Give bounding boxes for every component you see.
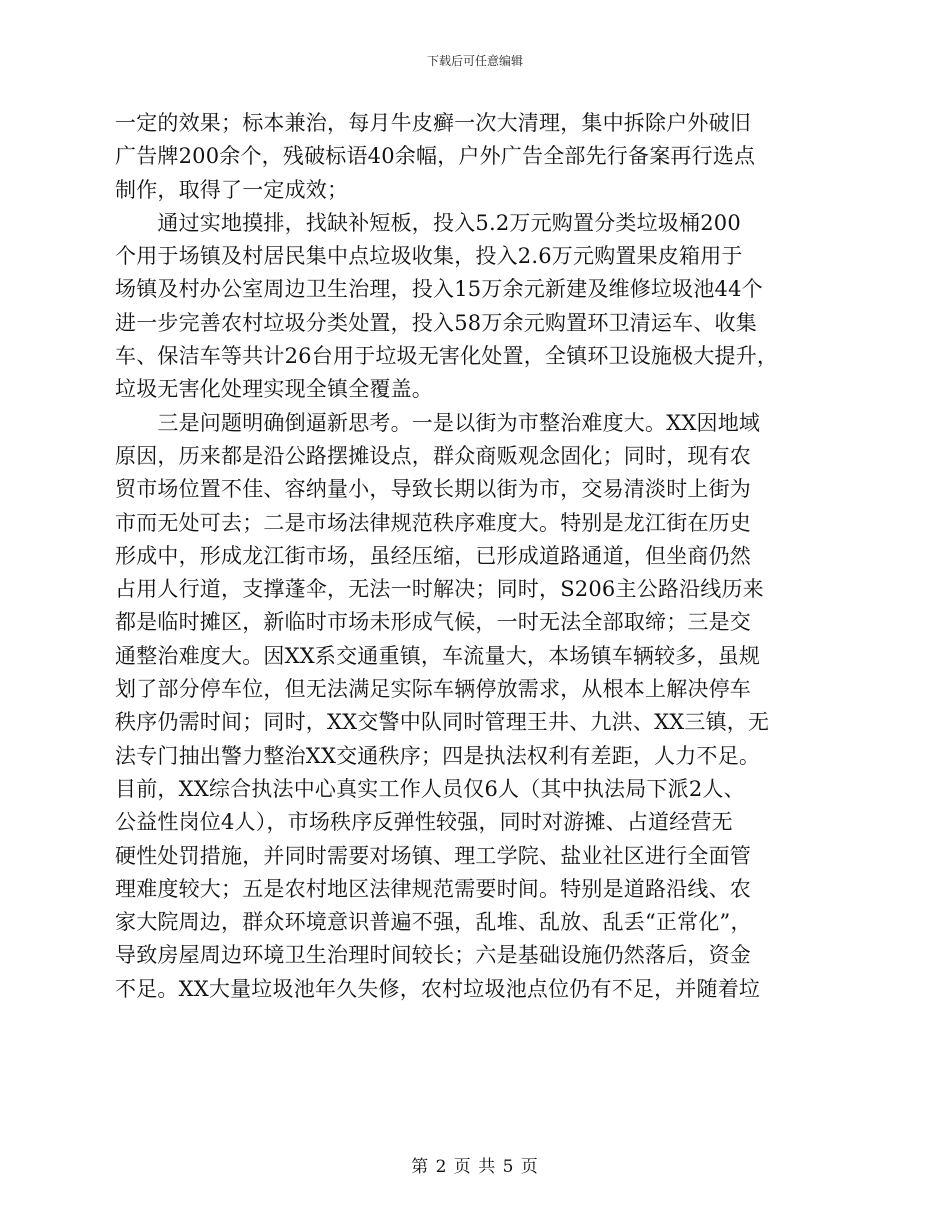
body-line: 通整治难度大。因XX系交通重镇，车流量大，本场镇车辆较多，虽规 (115, 643, 761, 668)
body-line: 进一步完善农村垃圾分类处置，投入58万余元购置环卫清运车、收集 (115, 310, 757, 335)
body-line: 场镇及村办公室周边卫生治理，投入15万余元新建及维修垃圾池44个 (115, 277, 763, 302)
body-line: 垃圾无害化处理实现全镇全覆盖。 (115, 377, 433, 402)
body-line: 占用人行道，支撑蓬伞，无法一时解决；同时，S206主公路沿线历来 (115, 577, 764, 602)
page-header: 下载后可任意编辑 (426, 54, 523, 68)
body-line: 都是临时摊区，新临时市场未形成气候，一时无法全部取缔；三是交 (115, 610, 751, 635)
body-line: 目前，XX综合执法中心真实工作人员仅6人（其中执法局下派2人、 (115, 776, 745, 801)
body-line: 通过实地摸排，找缺补短板，投入5.2万元购置分类垃圾桶200 (115, 210, 741, 235)
body-line: 形成中，形成龙江街市场，虽经压缩，已形成道路通道，但坐商仍然 (115, 543, 751, 568)
body-line: 三是问题明确倒逼新思考。一是以街为市整治难度大。XX因地域 (115, 410, 761, 435)
body-line: 家大院周边，群众环境意识普遍不强，乱堆、乱放、乱丢“正常化”， (115, 910, 752, 935)
body-line: 广告牌200余个，残破标语40余幅，户外广告全部先行备案再行选点 (115, 144, 756, 169)
body-line: 法专门抽出警力整治XX交通秩序；四是执法权利有差距，人力不足。 (115, 743, 761, 768)
body-line: 划了部分停车位，但无法满足实际车辆停放需求，从根本上解决停车 (115, 677, 751, 702)
body-line: 贸市场位置不佳、容纳量小，导致长期以街为市，交易清淡时上街为 (115, 477, 751, 502)
document-body (115, 107, 815, 1006)
body-line: 公益性岗位4人），市场秩序反弹性较强，同时对游摊、占道经营无 (115, 810, 733, 835)
body-line: 市而无处可去；二是市场法律规范秩序难度大。特别是龙江街在历史 (115, 510, 751, 535)
body-line: 不足。XX大量垃圾池年久失修，农村垃圾池点位仍有不足，并随着垃 (115, 976, 761, 1001)
body-line: 一定的效果；标本兼治，每月牛皮癣一次大清理，集中拆除户外破旧 (115, 111, 751, 135)
body-line: 原因，历来都是沿公路摆摊设点，群众商贩观念固化；同时，现有农 (115, 443, 751, 468)
body-line: 秩序仍需时间；同时，XX交警中队同时管理王井、九洪、XX三镇，无 (115, 710, 770, 735)
body-line: 制作，取得了一定成效； (115, 177, 349, 202)
body-line: 车、保洁车等共计26台用于垃圾无害化处置，全镇环卫设施极大提升， (115, 344, 779, 369)
body-line: 硬性处罚措施，并同时需要对场镇、理工学院、盐业社区进行全面管 (115, 843, 751, 868)
body-line: 导致房屋周边环境卫生治理时间较长；六是基础设施仍然落后，资金 (115, 943, 751, 968)
body-line: 理难度较大；五是农村地区法律规范需要时间。特别是道路沿线、农 (115, 876, 751, 901)
body-line: 个用于场镇及村居民集中点垃圾收集，投入2.6万元购置果皮箱用于 (115, 244, 743, 269)
page-number-footer: 第 2 页 共 5 页 (411, 1157, 539, 1177)
